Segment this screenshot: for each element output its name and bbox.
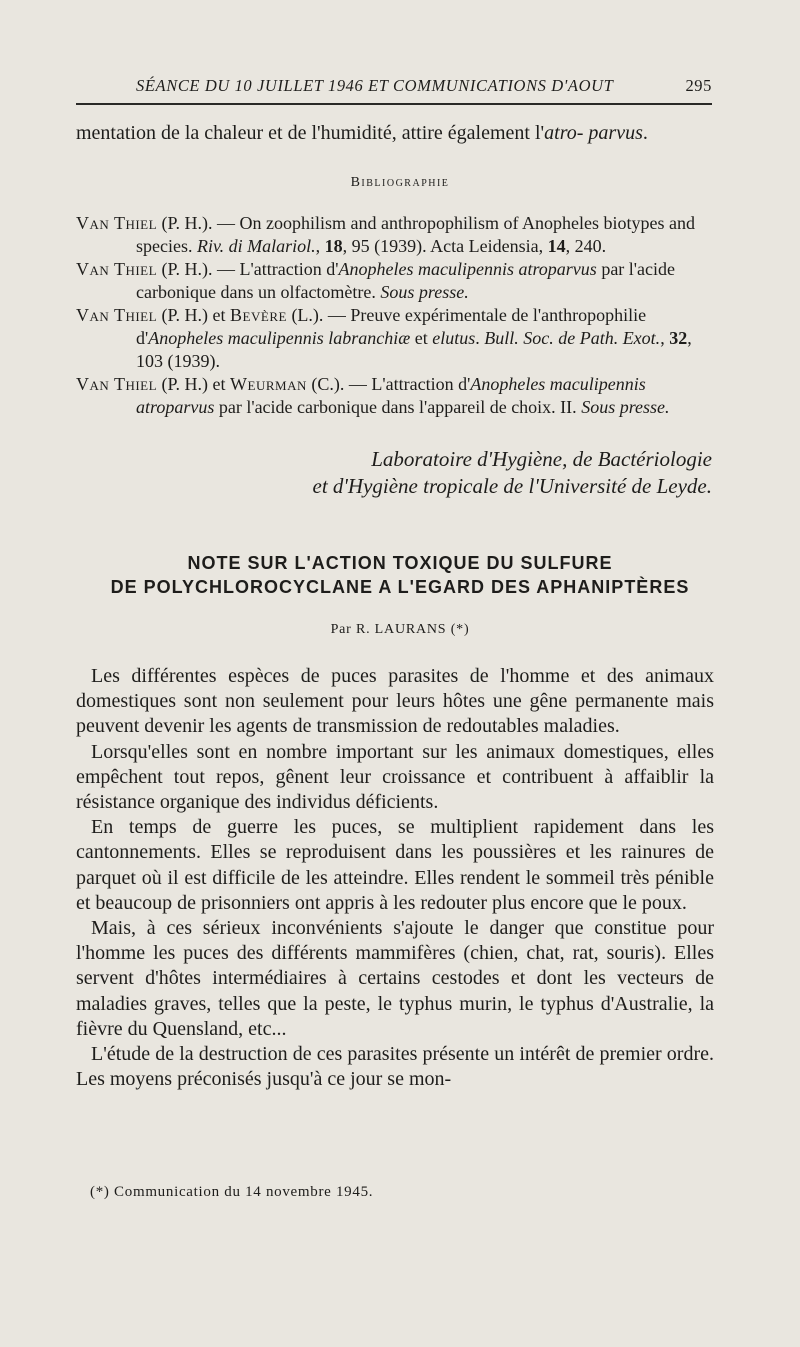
running-title: SÉANCE DU 10 JUILLET 1946 ET COMMUNICATIONS D'AOUT bbox=[136, 76, 614, 95]
page-number: 295 bbox=[685, 76, 712, 95]
bib-text: . bbox=[475, 328, 485, 348]
bib-author: Van Thiel bbox=[76, 374, 158, 394]
bib-volume: 14 bbox=[547, 236, 566, 256]
laboratory-line-1: Laboratoire d'Hygiène, de Bactériologie bbox=[371, 447, 712, 471]
bib-text: (P. H.). — On zoophilism and anthropophilism of Anopheles biotypes and species. bbox=[136, 213, 695, 256]
bib-text: , bbox=[660, 328, 670, 348]
paragraph: Mais, à ces sérieux inconvénients s'ajoute le danger que constitue pour l'homme les puces des différents mammifères (chien, chat, rat, souris). Elles servent d'hôtes intermédiaires à certains cestodes et dont les vecteurs de maladies graves, telles que la peste, le typhus murin, le typhus d'Australie, la fièvre du Quensland, etc... bbox=[76, 917, 714, 1040]
footnote: (*) Communication du 14 novembre 1945. bbox=[90, 1184, 374, 1200]
bib-volume: 32 bbox=[669, 328, 688, 348]
bib-text: , bbox=[315, 236, 325, 256]
bib-text: (P. H.). — L'attraction d' bbox=[157, 259, 339, 279]
intro-end: . bbox=[642, 122, 648, 144]
bib-author: Van Thiel bbox=[76, 259, 158, 279]
article-author: Par R. LAURANS (*) bbox=[330, 622, 470, 637]
bibliography-heading: Bibliographie bbox=[350, 175, 450, 190]
intro-continuation bbox=[76, 120, 714, 146]
bibliography-list bbox=[76, 212, 712, 419]
article-title bbox=[0, 551, 800, 599]
bib-author: Van Thiel bbox=[76, 305, 158, 325]
intro-italic-1: atro- bbox=[544, 122, 584, 144]
bib-status: Sous presse. bbox=[380, 282, 469, 302]
bib-author: Bevère bbox=[230, 305, 287, 325]
bib-volume: 18 bbox=[324, 236, 343, 256]
bib-author: Weurman bbox=[230, 374, 307, 394]
bib-text: (P. H.) et bbox=[157, 305, 231, 325]
article-body bbox=[76, 664, 714, 1092]
bib-text: , 240. bbox=[565, 236, 607, 256]
bib-status: Sous presse. bbox=[581, 397, 670, 417]
title-line-1: NOTE SUR L'ACTION TOXIQUE DU SULFURE bbox=[187, 553, 613, 573]
bib-text: , 95 (1939). Acta Leidensia, bbox=[342, 236, 548, 256]
bib-text: (C.). — L'attraction d' bbox=[306, 374, 471, 394]
bib-species: Anopheles maculipennis labranchiæ bbox=[148, 328, 411, 348]
header-rule bbox=[76, 103, 712, 105]
intro-italic-2: parvus bbox=[588, 122, 643, 144]
title-line-2: DE POLYCHLOROCYCLANE A L'EGARD DES APHANIPTÈRES bbox=[110, 577, 690, 597]
bib-text: par l'acide carbonique dans l'appareil de choix. II. bbox=[214, 397, 582, 417]
laboratory-line-2: et d'Hygiène tropicale de l'Université de Leyde. bbox=[312, 474, 712, 498]
bib-text: (L.). — Preuve expérimentale de l'anthropophilie d' bbox=[136, 305, 647, 348]
bib-text: par l'acide carbonique dans un olfactomètre. bbox=[136, 259, 676, 302]
paragraph: En temps de guerre les puces, se multiplient rapidement dans les cantonnements. Elles se reproduisent dans les poussières et les rainures de parquet où il est difficile de les atteindre. Elles rendent le sommeil très pénible et beaucoup de prisonniers ont appris à les redouter plus encore que le poux. bbox=[76, 816, 714, 914]
bib-author: Van Thiel bbox=[76, 213, 158, 233]
bib-species: Anopheles maculipennis atroparvus bbox=[136, 374, 646, 417]
bib-text: (P. H.) et bbox=[157, 374, 231, 394]
intro-line1: mentation de la chaleur et de l'humidité, attire également l' bbox=[76, 122, 545, 144]
bib-entry bbox=[76, 212, 712, 258]
bib-journal: Riv. di Malariol. bbox=[196, 236, 316, 256]
bib-species: elutus bbox=[432, 328, 476, 348]
bib-text: , 103 (1939). bbox=[136, 328, 692, 371]
paragraph: L'étude de la destruction de ces parasites présente un intérêt de premier ordre. Les moyens préconisés jusqu'à ce jour se mon- bbox=[76, 1043, 714, 1091]
bib-entry bbox=[76, 258, 712, 304]
bib-species: Anopheles maculipennis atroparvus bbox=[338, 259, 597, 279]
bib-entry bbox=[76, 304, 712, 373]
bib-text: et bbox=[410, 328, 433, 348]
bib-entry bbox=[76, 373, 712, 419]
paragraph: Lorsqu'elles sont en nombre important sur les animaux domestiques, elles empêchent tout repos, gênent leur croissance et contribuent à affaiblir la résistance organique des individus déficients. bbox=[76, 740, 714, 814]
bib-journal: Bull. Soc. de Path. Exot. bbox=[484, 328, 661, 348]
paragraph: Les différentes espèces de puces parasites de l'homme et des animaux domestiques sont non seulement pour leurs hôtes une gêne permanente mais peuvent devenir les agents de transmission de redoutables maladies. bbox=[76, 665, 714, 738]
